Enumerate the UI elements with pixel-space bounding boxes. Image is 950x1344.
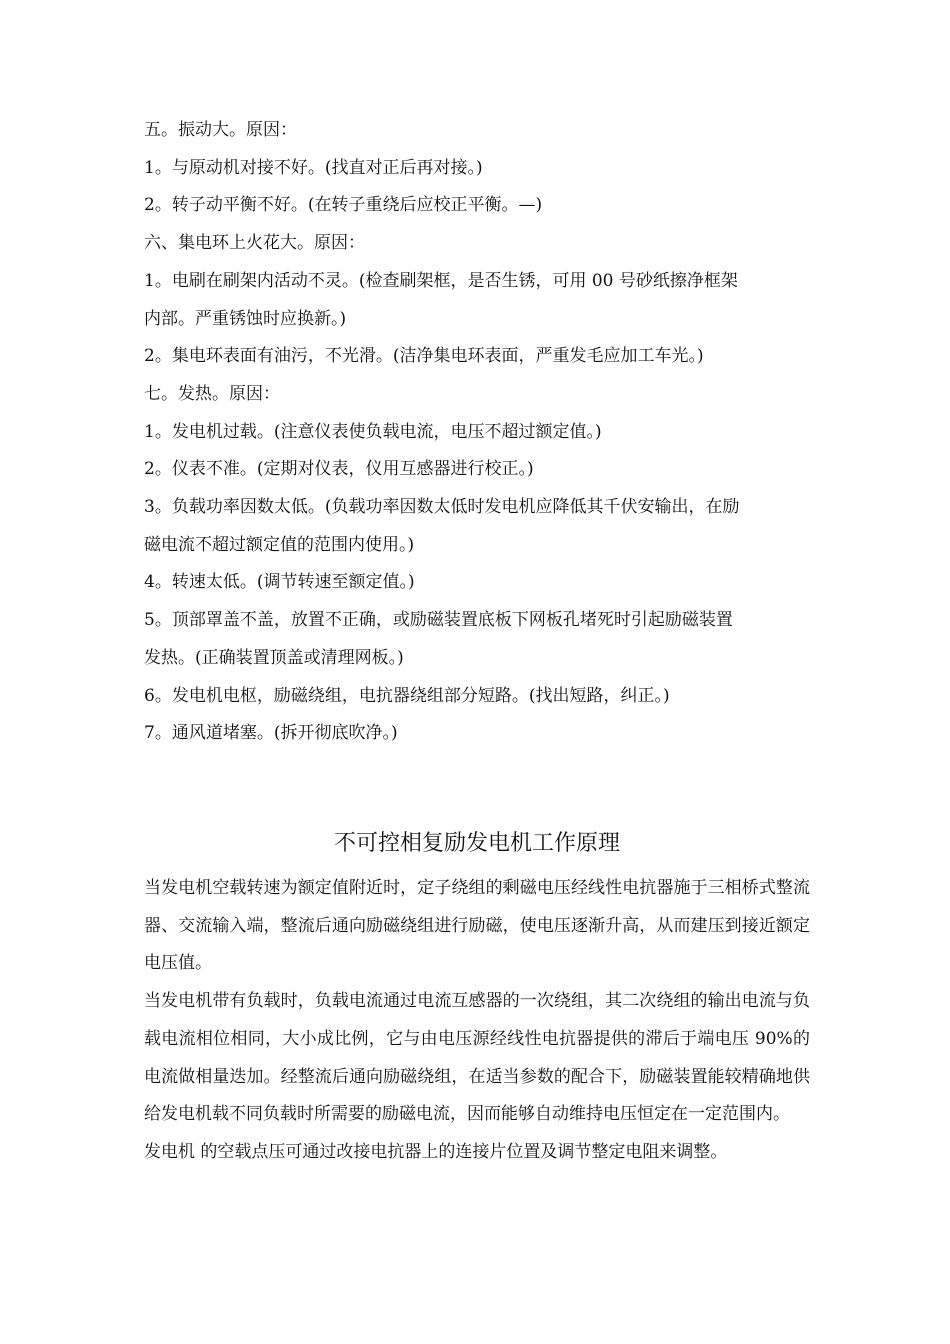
paragraph-with-load: 当发电机带有负载时，负载电流通过电流互感器的一次绕组，其二次绕组的输出电流与负载电流相位相同，大小成比例，它与由电压源经线性电抗器提供的滞后于端电压 90%的电流做相量迭加。经整流后通向励磁绕组，在适当参数的配合下，励磁装置能较精确地供给发电机载不同负载时所需要的励磁电流，因而能够自动维持电压恒定在一定范围内。 <box>144 991 810 1125</box>
list-item: 1。发电机过载。(注意仪表使负载电流，电压不超过额定值。) <box>144 421 602 442</box>
section-title: 不可控相复励发电机工作原理 <box>333 831 620 856</box>
list-item-continuation: 磁电流不超过额定值的范围内使用。) <box>144 534 415 555</box>
heading-vibration: 五。振动大。原因： <box>144 120 297 140</box>
paragraph-no-load: 当发电机空载转速为额定值附近时，定子绕组的剩磁电压经线性电抗器施于三相桥式整流器、交流输入端，整流后通向励磁绕组进行励磁，使电压逐渐升高，从而建压到接近额定电压值。 <box>144 878 810 974</box>
list-item: 2。仪表不准。(定期对仪表，仪用互感器进行校正。) <box>144 459 534 480</box>
list-item: 6。发电机电枢，励磁绕组，电抗器绕组部分短路。(找出短路，纠正。) <box>144 685 670 706</box>
list-item: 1。电刷在刷架内活动不灵。(检查刷架框，是否生锈，可用 00 号砂纸擦净框架 <box>144 270 738 291</box>
list-item: 2。集电环表面有油污，不光滑。(洁净集电环表面，严重发毛应加工车光。) <box>144 346 704 367</box>
list-item: 2。转子动平衡不好。(在转子重绕后应校正平衡。—) <box>144 195 543 216</box>
list-item: 3。负载功率因数太低。(负载功率因数太低时发电机应降低其千伏安输出，在励 <box>144 497 740 518</box>
list-item-continuation: 发热。(正确装置顶盖或清理网板。) <box>144 647 404 668</box>
principle-section <box>144 870 810 1172</box>
heading-collector-ring-spark: 六、集电环上火花大。原因： <box>144 233 365 254</box>
heading-overheating: 七。发热。原因： <box>144 383 280 404</box>
list-item-continuation: 内部。严重锈蚀时应换新。) <box>144 308 347 329</box>
list-item: 7。通风道堵塞。(拆开彻底吹净。) <box>144 723 398 744</box>
paragraph-adjustment: 发电机 的空载点压可通过改接电抗器上的连接片位置及调节整定电阻来调整。 <box>144 1141 728 1162</box>
troubleshooting-section <box>144 112 810 753</box>
list-item: 5。顶部罩盖不盖，放置不正确，或励磁装置底板下网板孔堵死时引起励磁装置 <box>144 610 733 631</box>
list-item: 1。与原动机对接不好。(找直对正后再对接。) <box>144 157 483 178</box>
list-item: 4。转速太低。(调节转速至额定值。) <box>144 572 415 593</box>
